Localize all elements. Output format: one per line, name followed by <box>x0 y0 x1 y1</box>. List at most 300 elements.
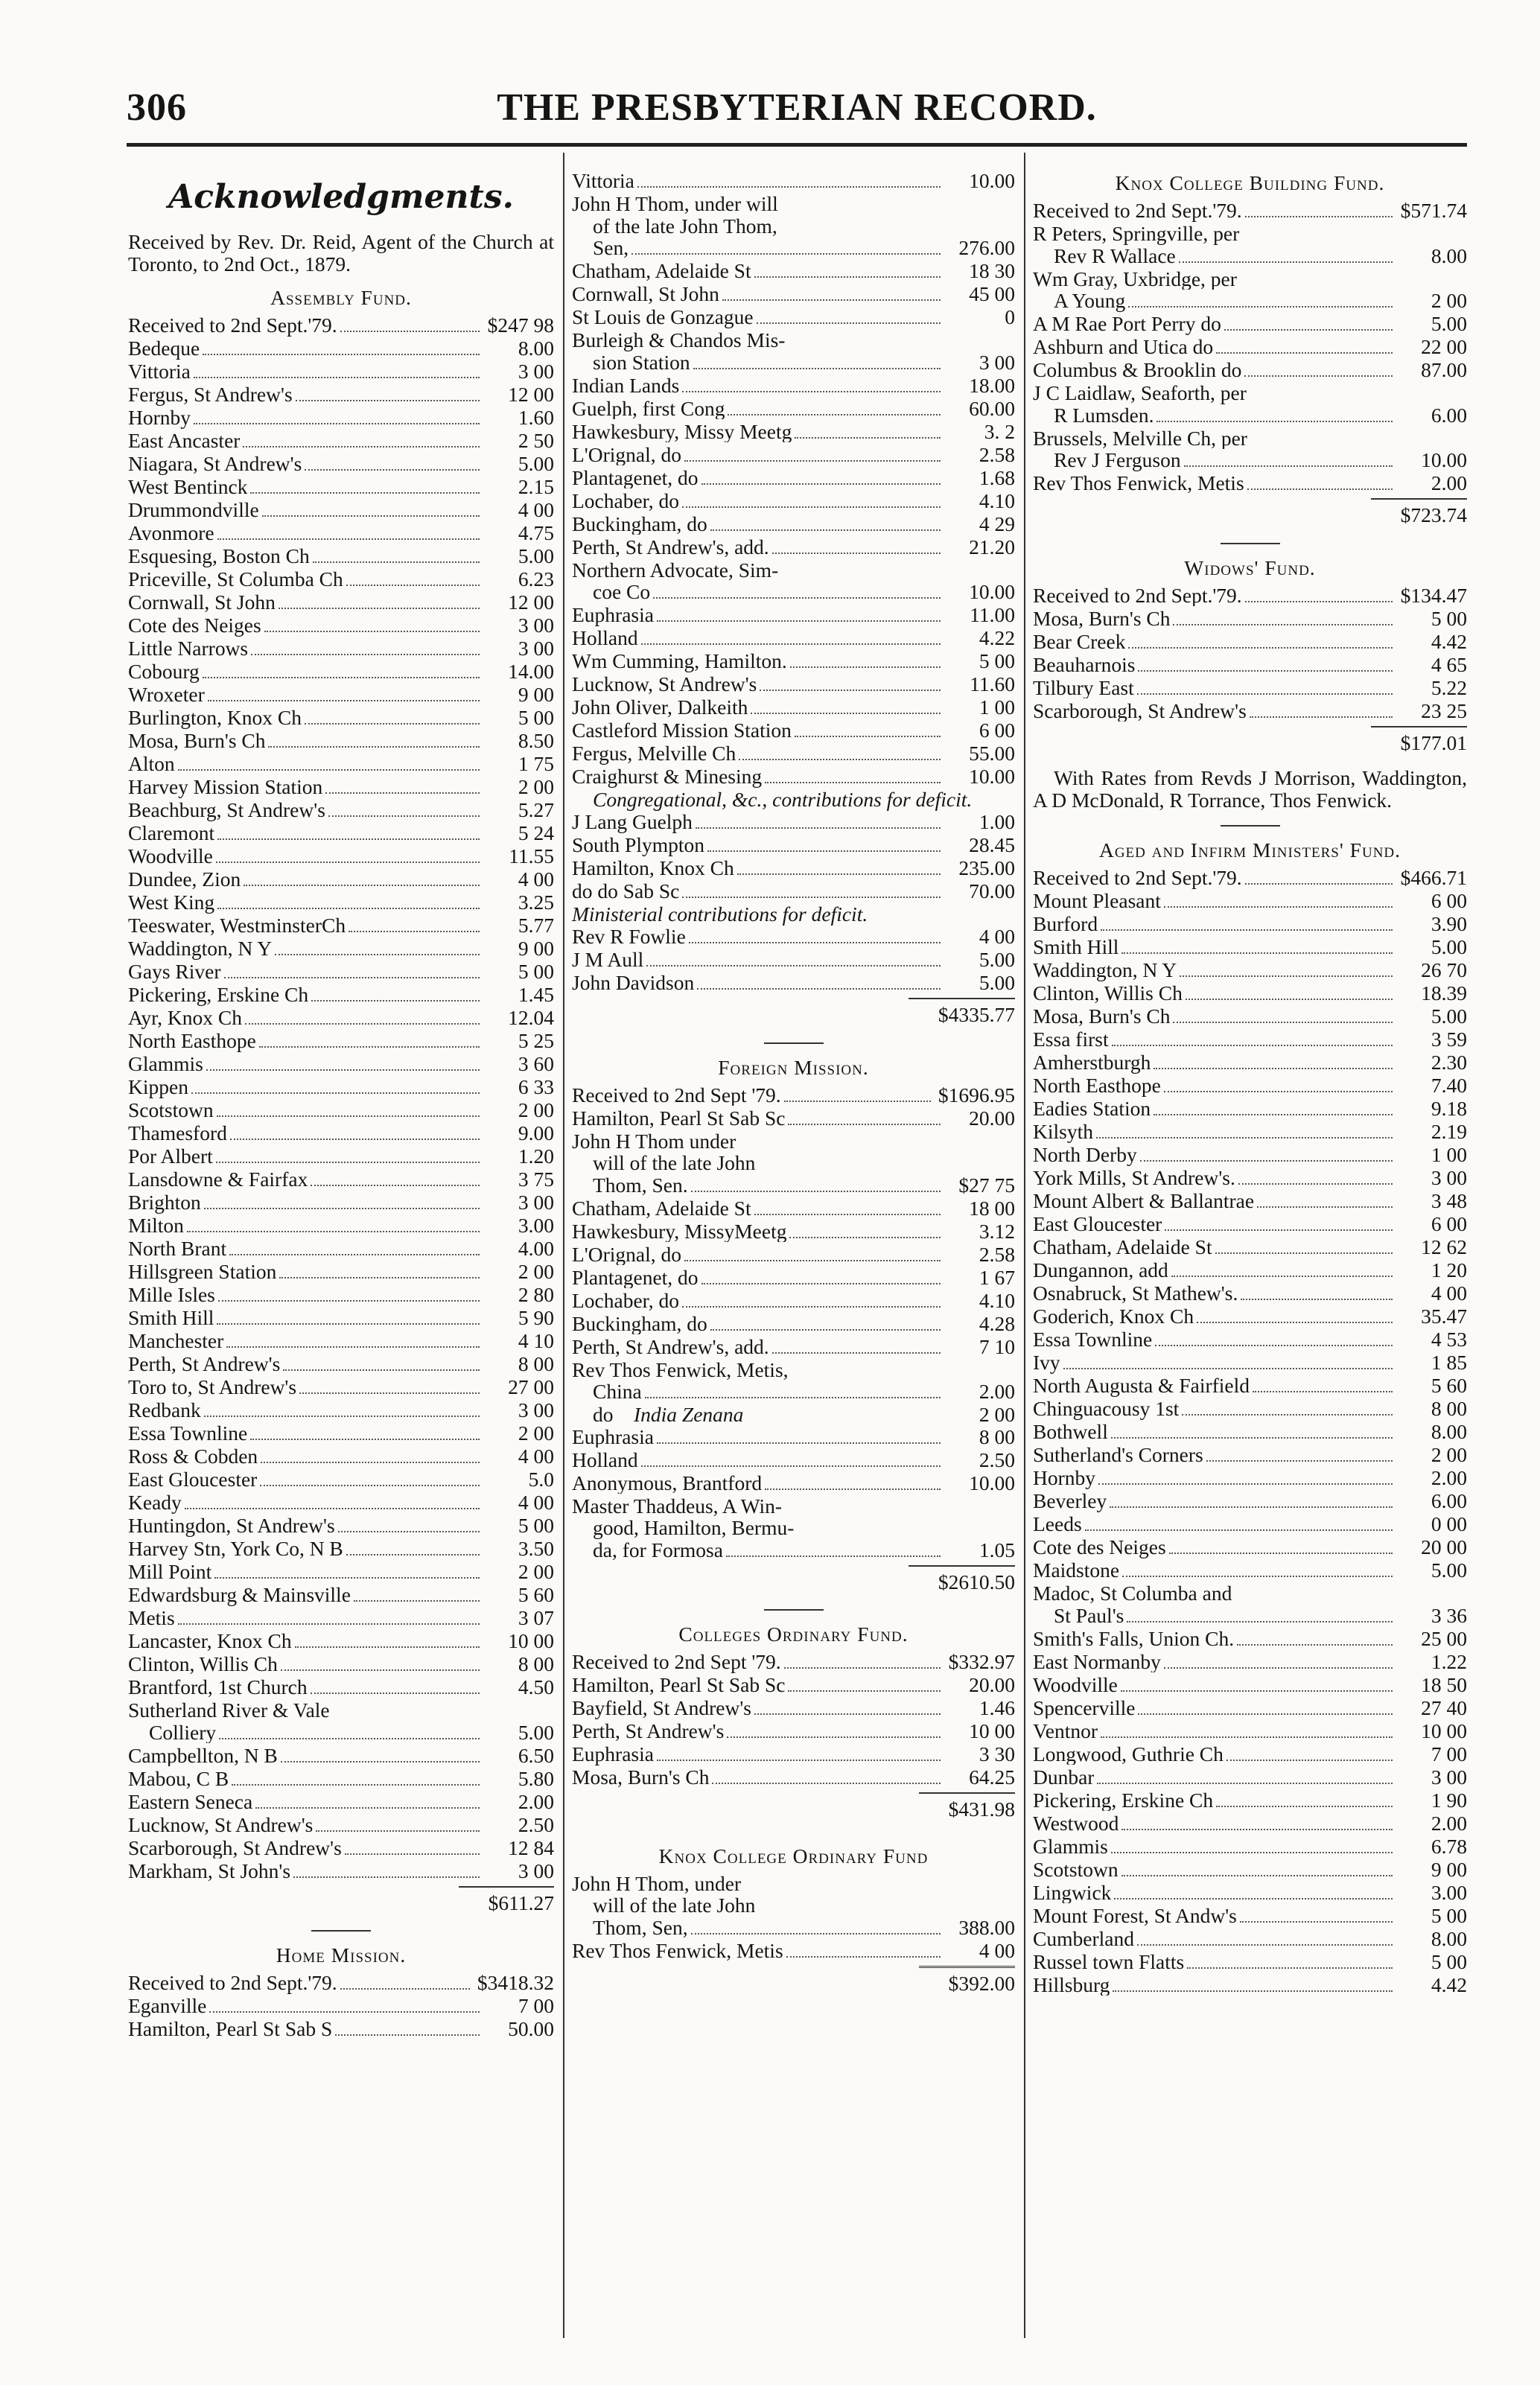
ledger-entry-name: Russel town Flatts <box>1033 1950 1185 1972</box>
ledger-entry-amount: 25 00 <box>1421 1627 1467 1650</box>
received-by-note: Received by Rev. Dr. Reid, Agent of the Church at Toronto, to 2nd Oct., 1879. <box>128 230 554 276</box>
ledger-row <box>128 845 554 868</box>
ledger-row <box>1033 449 1467 472</box>
ledger-row <box>128 1561 554 1584</box>
ledger-row <box>1033 200 1467 223</box>
ledger-row <box>128 1122 554 1145</box>
ledger-row <box>572 536 1015 559</box>
ledger-entry-name: Mabou, C B <box>128 1767 229 1789</box>
ledger-row <box>128 476 554 499</box>
ledger-entry-amount: 22 00 <box>1421 336 1467 358</box>
leader-dots <box>1226 1760 1393 1761</box>
ledger-entry-name: Brighton <box>128 1191 201 1214</box>
ledger-row <box>1033 1720 1467 1743</box>
leader-dots <box>279 608 480 609</box>
leader-dots <box>335 2034 480 2036</box>
ledger-entry-amount: 4.42 <box>1431 1973 1467 1996</box>
ledger-entry-amount: 5.00 <box>1431 313 1467 335</box>
ledger-entry-amount: 388.00 <box>958 1916 1015 1939</box>
leader-dots <box>701 483 941 485</box>
leader-dots <box>1127 1621 1393 1623</box>
ledger-row <box>1033 1144 1467 1167</box>
ledger-row <box>1033 1467 1467 1490</box>
ledger-row <box>128 337 554 360</box>
ko-thom-line-3 <box>572 1917 1015 1940</box>
ledger-entry-amount: 3. 2 <box>984 420 1015 443</box>
ledger-entry-amount: 5.00 <box>1431 1005 1467 1028</box>
ledger-row <box>1033 1190 1467 1213</box>
ledger-entry-name: Glammis <box>1033 1835 1108 1857</box>
ledger-entry-name: Lancaster, Knox Ch <box>128 1630 292 1652</box>
ledger-row <box>128 1399 554 1422</box>
ko-thom-line-1: John H Thom, under <box>572 1872 742 1894</box>
ledger-entry-amount: 1.45 <box>518 984 554 1006</box>
leader-dots <box>259 1046 480 1048</box>
ledger-entry-name: Received to 2nd Sept.'79. <box>1033 200 1242 222</box>
ledger-entry-name: Rev Thos Fenwick, Metis <box>572 1939 783 1961</box>
ledger-row <box>1033 1098 1467 1121</box>
northern-cont <box>572 581 1015 604</box>
leader-dots <box>641 643 941 645</box>
ledger-entry-name: North Augusta & Fairfield <box>1033 1375 1250 1397</box>
ledger-entry-amount: 6.00 <box>1431 404 1467 427</box>
leader-dots <box>217 908 480 909</box>
leader-dots <box>345 1853 480 1855</box>
ledger-entry-name: Perth, St Andrew's, add. <box>572 535 769 558</box>
ledger-entry-amount: 50.00 <box>508 2018 554 2040</box>
ledger-entry-amount: $247 98 <box>487 314 554 337</box>
ledger-entry-amount: 2.00 <box>1431 472 1467 494</box>
ledger-row <box>572 1290 1015 1313</box>
ledger-entry-name: Sen, <box>593 237 629 259</box>
ledger-entry-amount: 1.46 <box>979 1697 1015 1719</box>
ledger-entry-amount: 5.22 <box>1431 676 1467 699</box>
ledger-entry-name: North Easthope <box>128 1030 256 1052</box>
ledger-row <box>1033 677 1467 700</box>
ledger-entry-amount: 20 00 <box>1421 1536 1467 1558</box>
ledger-entry-name: Dundee, Zion <box>128 868 241 891</box>
ledger-row <box>128 1030 554 1053</box>
ledger-row <box>572 1766 1015 1789</box>
master-line-3 <box>572 1539 1015 1562</box>
ledger-entry-amount: 276.00 <box>958 237 1015 259</box>
ledger-row <box>128 499 554 522</box>
ledger-entry-amount: 9 00 <box>1431 1858 1467 1881</box>
ledger-entry-amount: 4 00 <box>518 1491 554 1514</box>
ledger-entry-name: Toro to, St Andrew's <box>128 1376 297 1398</box>
ledger-entry-name: Vittoria <box>572 170 634 192</box>
ledger-entry-amount: 1.20 <box>518 1145 554 1168</box>
running-head <box>127 86 1467 138</box>
knox-building-list <box>1033 200 1467 223</box>
ledger-entry-amount: 12 84 <box>508 1836 554 1859</box>
ledger-row <box>572 1174 1015 1197</box>
ledger-entry-name: Castleford Mission Station <box>572 719 792 742</box>
ledger-row <box>1033 245 1467 268</box>
ledger-entry-name: Amherstburgh <box>1033 1051 1151 1074</box>
aged-fund-list <box>1033 867 1467 1582</box>
ledger-entry-amount: 21.20 <box>969 535 1015 558</box>
leader-dots <box>689 942 941 943</box>
ledger-row <box>128 1584 554 1607</box>
ledger-row <box>128 1053 554 1076</box>
leader-dots <box>691 1933 941 1935</box>
leader-dots <box>1244 375 1393 377</box>
ledger-entry-name: Smith Hill <box>128 1307 214 1329</box>
ledger-row <box>1033 608 1467 631</box>
leader-dots <box>1250 716 1393 718</box>
aged-fund-heading: Aged and Infirm Ministers' Fund. <box>1098 838 1401 862</box>
fm-thom-line-1: John H Thom under <box>572 1130 736 1152</box>
ledger-entry-name: Scarborough, St Andrew's <box>1033 699 1247 722</box>
ledger-entry-name: Cote des Neiges <box>128 614 261 637</box>
ledger-entry-amount: 5 60 <box>518 1584 554 1606</box>
ledger-row <box>1033 1351 1467 1375</box>
ledger-entry-amount: 5 00 <box>518 1515 554 1537</box>
leader-dots <box>682 391 941 392</box>
ledger-entry-amount: 3 00 <box>518 637 554 660</box>
leader-dots <box>185 1508 480 1509</box>
ledger-row <box>572 306 1015 329</box>
leader-dots <box>1154 1114 1393 1115</box>
ledger-entry-name: R Lumsden. <box>1054 404 1154 426</box>
assembly-fund-heading: Assembly Fund. <box>270 286 412 309</box>
ledger-entry-amount: 10.00 <box>969 170 1015 192</box>
leader-dots <box>641 1465 941 1467</box>
leader-dots <box>1216 352 1393 354</box>
ledger-entry-name: Harvey Stn, York Co, N B <box>128 1538 343 1560</box>
ledger-entry-amount: 3 00 <box>979 351 1015 374</box>
ledger-entry-amount: 5.77 <box>518 914 554 937</box>
ledger-entry-name: Woodville <box>128 845 213 867</box>
ledger-row <box>1033 1951 1467 1974</box>
ledger-row <box>572 742 1015 765</box>
ledger-entry-name: Maidstone <box>1033 1559 1120 1582</box>
ledger-entry-amount: 2.00 <box>1431 1812 1467 1835</box>
leader-dots <box>657 620 941 622</box>
ledger-entry-amount: 10.00 <box>969 765 1015 788</box>
ledger-entry-name: Chinguacousy 1st <box>1033 1398 1180 1420</box>
ledger-row <box>128 1653 554 1676</box>
ledger-entry-name: da, for Formosa <box>593 1538 723 1561</box>
ledger-entry-amount: 3.90 <box>1431 913 1467 935</box>
ledger-entry-name: Rev R Wallace <box>1054 244 1176 267</box>
leader-dots <box>1224 329 1393 331</box>
ledger-entry-name: Spencerville <box>1033 1696 1136 1719</box>
ledger-row <box>128 984 554 1007</box>
ledger-row <box>1033 1398 1467 1421</box>
ledger-entry-amount: 6 00 <box>1431 1213 1467 1235</box>
leader-dots <box>1216 1806 1393 1807</box>
leader-dots <box>1184 465 1393 467</box>
leader-dots <box>784 1667 941 1669</box>
ledger-entry-name: Manchester <box>128 1330 224 1352</box>
ledger-entry-name: Ayr, Knox Ch <box>128 1007 242 1029</box>
ledger-row <box>128 1307 554 1330</box>
leader-dots <box>311 1693 480 1694</box>
knox-building-list-2 <box>1033 313 1467 382</box>
ledger-entry-amount: 18 50 <box>1421 1673 1467 1696</box>
ledger-row <box>572 811 1015 834</box>
ledger-entry-name: Ivy <box>1033 1351 1060 1374</box>
ledger-entry-amount: 35.47 <box>1421 1305 1467 1328</box>
section-divider <box>1221 825 1280 827</box>
ledger-entry-name: Gays River <box>128 961 221 983</box>
ledger-entry-amount: 5 24 <box>518 822 554 844</box>
ledger-entry-name: Euphrasia <box>572 1425 654 1448</box>
colleges-fund-total: $431.98 <box>572 1792 1015 1824</box>
ledger-entry-name: East Gloucester <box>128 1468 258 1491</box>
foreign-mission-heading: Foreign Mission. <box>718 1055 869 1079</box>
leader-dots <box>653 597 941 599</box>
leader-dots <box>1164 1667 1393 1669</box>
ledger-entry-name: Chatham, Adelaide St <box>1033 1236 1212 1258</box>
ledger-entry-amount: 8.00 <box>518 337 554 360</box>
ledger-entry-amount: 11.60 <box>970 673 1015 695</box>
ledger-entry-amount: 6 00 <box>979 719 1015 742</box>
leader-dots <box>262 515 480 517</box>
ledger-row <box>572 1940 1015 1963</box>
column-rule-2 <box>1024 153 1025 2338</box>
leader-dots <box>1245 883 1393 885</box>
ledger-entry-amount: 2 00 <box>518 1422 554 1445</box>
ledger-entry-amount: 20.00 <box>969 1674 1015 1696</box>
ledger-row <box>572 834 1015 857</box>
leader-dots <box>1237 1644 1393 1646</box>
ledger-entry-amount: 1.22 <box>1431 1650 1467 1673</box>
leader-dots <box>772 553 941 554</box>
leader-dots <box>739 759 941 760</box>
ledger-entry-amount: 1 67 <box>979 1266 1015 1289</box>
ledger-entry-name: North Easthope <box>1033 1074 1161 1097</box>
ledger-entry-name: Metis <box>128 1607 175 1629</box>
ledger-entry-name: Mount Albert & Ballantrae <box>1033 1190 1255 1212</box>
ledger-entry-name: Smith's Falls, Union Ch. <box>1033 1627 1235 1649</box>
ledger-row <box>128 1076 554 1099</box>
leader-dots <box>245 1023 480 1025</box>
ledger-entry-name: Mille Isles <box>128 1284 215 1306</box>
ledger-row <box>1033 1697 1467 1720</box>
ledger-entry-amount: 7 10 <box>979 1335 1015 1358</box>
leader-dots <box>218 1300 480 1302</box>
ledger-entry-amount: 3 00 <box>518 1191 554 1214</box>
ledger-entry-amount: 2 00 <box>518 1099 554 1121</box>
ledger-entry-amount: 4 00 <box>979 926 1015 948</box>
ledger-entry-amount: $571.74 <box>1400 200 1467 222</box>
ledger-entry-amount: 5 00 <box>1431 607 1467 630</box>
ledger-entry-amount: 55.00 <box>969 742 1015 765</box>
ledger-row <box>128 1491 554 1515</box>
ledger-row <box>572 237 1015 260</box>
leader-dots <box>1140 1160 1393 1162</box>
ledger-entry-amount: 20.00 <box>969 1106 1015 1130</box>
laidlaw-line: J C Laidlaw, Seaforth, per <box>1033 382 1247 404</box>
leader-dots <box>349 931 480 932</box>
ledger-entry-amount: 8 00 <box>518 1353 554 1375</box>
ledger-row <box>128 1814 554 1837</box>
ledger-row <box>572 857 1015 880</box>
ledger-entry-name: Sutherland's Corners <box>1033 1444 1203 1466</box>
ledger-row <box>1033 1835 1467 1859</box>
ledger-entry-amount: 2.15 <box>518 476 554 498</box>
ledger-entry-name: sion Station <box>593 351 690 373</box>
ledger-entry-name: St Paul's <box>1054 1604 1124 1626</box>
ledger-entry-name: Bear Creek <box>1033 630 1126 652</box>
ledger-row <box>572 1651 1015 1674</box>
ledger-row <box>572 972 1015 995</box>
leader-dots <box>206 1069 480 1071</box>
ledger-row <box>1033 982 1467 1005</box>
leader-dots <box>710 529 941 531</box>
leader-dots <box>311 1000 480 1002</box>
ledger-row <box>1033 631 1467 654</box>
leader-dots <box>338 1531 480 1532</box>
madoc-cont <box>1033 1605 1467 1628</box>
ledger-row <box>572 719 1015 742</box>
home-mission-list <box>128 1972 554 2041</box>
ledger-entry-amount: 5 00 <box>979 650 1015 672</box>
leader-dots <box>1063 1368 1393 1369</box>
leader-dots <box>696 827 941 829</box>
ledger-entry-amount: 2 00 <box>1431 290 1467 312</box>
ledger-entry-amount: 5 00 <box>518 707 554 729</box>
ledger-row <box>1033 359 1467 382</box>
ledger-entry-name: Teeswater, WestminsterCh <box>128 914 346 937</box>
leader-dots <box>1121 952 1393 954</box>
home-mission-list-cont-c <box>572 375 1015 559</box>
ledger-row <box>1033 1074 1467 1098</box>
leader-dots <box>305 723 480 725</box>
ledger-entry-name: Thamesford <box>128 1122 227 1144</box>
ledger-entry-name: Avonmore <box>128 522 214 544</box>
leader-dots <box>1245 601 1393 602</box>
ledger-entry-name: Longwood, Guthrie Ch <box>1033 1742 1224 1765</box>
ledger-entry-amount: 5 25 <box>518 1030 554 1052</box>
ledger-entry-name: Markham, St John's <box>128 1859 291 1882</box>
ledger-entry-name: Received to 2nd Sept.'79. <box>1033 867 1242 889</box>
ledger-entry-name: Pickering, Erskine Ch <box>1033 1789 1214 1811</box>
ledger-entry-name: L'Orignal, do <box>572 1243 682 1265</box>
ledger-entry-name: East Gloucester <box>1033 1213 1162 1235</box>
ledger-row <box>1033 1766 1467 1789</box>
leader-dots <box>217 1115 480 1117</box>
leader-dots <box>1179 261 1393 263</box>
ledger-row <box>572 421 1015 444</box>
ledger-entry-name: Mosa, Burn's Ch <box>128 730 266 752</box>
ledger-row <box>128 1168 554 1191</box>
peters-line: R Peters, Springville, per <box>1033 223 1240 245</box>
ledger-row <box>128 914 554 937</box>
ledger-row <box>128 730 554 753</box>
ledger-row <box>1033 290 1467 313</box>
ledger-row <box>1033 1236 1467 1259</box>
ledger-entry-amount: 8.00 <box>1431 1927 1467 1950</box>
ledger-entry-name: Hamilton, Pearl St Sab Sc <box>572 1106 786 1129</box>
ledger-entry-amount: 87.00 <box>1421 359 1467 381</box>
ledger-entry-amount: 4.10 <box>979 1289 1015 1312</box>
ledger-row <box>572 444 1015 467</box>
ledger-entry-amount: 8 00 <box>979 1425 1015 1448</box>
leader-dots <box>214 1577 480 1579</box>
leader-dots <box>340 1988 470 1990</box>
ledger-entry-name: Columbus & Brooklin do <box>1033 359 1242 381</box>
home-mission-heading: Home Mission. <box>276 1943 407 1967</box>
leader-dots <box>1128 647 1393 649</box>
foreign-mission-total: $2610.50 <box>572 1565 1015 1596</box>
ledger-entry-name: J M Aull <box>572 949 644 971</box>
leader-dots <box>346 1554 480 1555</box>
leader-dots <box>1182 1414 1393 1416</box>
leader-dots <box>203 677 480 678</box>
ledger-entry-amount: 5.0 <box>528 1468 554 1491</box>
ledger-row <box>572 1381 1015 1404</box>
ledger-entry-name: Mosa, Burn's Ch <box>1033 607 1171 629</box>
leader-dots <box>684 1260 941 1261</box>
ledger-row <box>128 1995 554 2018</box>
ledger-row <box>1033 1743 1467 1766</box>
section-divider <box>311 1930 371 1932</box>
leader-dots <box>754 1214 941 1215</box>
leader-dots <box>712 1783 941 1784</box>
ledger-row <box>1033 913 1467 936</box>
ledger-row <box>128 1191 554 1214</box>
ledger-row <box>572 1426 1015 1449</box>
ledger-entry-amount: 7 00 <box>518 1995 554 2017</box>
ko-thom-line-2: will of the late John <box>593 1894 756 1917</box>
ledger-entry-name: Kilsyth <box>1033 1121 1093 1143</box>
ledger-row <box>572 765 1015 789</box>
ledger-row <box>128 1538 554 1561</box>
leader-dots <box>760 690 941 691</box>
leader-dots <box>682 506 941 508</box>
leader-dots <box>1128 306 1393 308</box>
leader-dots <box>255 1807 480 1809</box>
fenwick-cont <box>572 1381 1015 1404</box>
ledger-entry-amount: 2 00 <box>518 1261 554 1283</box>
ledger-row <box>572 949 1015 972</box>
ledger-entry-amount: 27 00 <box>508 1376 554 1398</box>
home-mission-list-cont-d <box>572 604 1015 789</box>
page-number: 306 <box>127 86 187 129</box>
ledger-entry-amount: 7.40 <box>1431 1074 1467 1097</box>
ledger-entry-name: Tilbury East <box>1033 676 1134 698</box>
leader-dots <box>795 437 941 439</box>
leader-dots <box>261 1462 480 1463</box>
ledger-entry-amount: 3 30 <box>979 1743 1015 1765</box>
assembly-fund-list-2 <box>128 1745 554 1883</box>
leader-dots <box>224 977 480 978</box>
ledger-entry-name: Plantagenet, do <box>572 1266 699 1288</box>
ledger-entry-amount: 0 <box>1005 306 1015 328</box>
ledger-row <box>128 753 554 776</box>
column-1 <box>128 170 554 2041</box>
ledger-row <box>572 1197 1015 1220</box>
home-mission-total: $4335.77 <box>572 998 1015 1029</box>
ledger-entry-amount: 4.50 <box>518 1676 554 1698</box>
ledger-entry-name: Holland <box>572 627 638 649</box>
leader-dots <box>194 423 480 424</box>
leader-dots <box>305 469 480 471</box>
ledger-row <box>128 1422 554 1445</box>
ledger-entry-amount: 12 62 <box>1421 1236 1467 1258</box>
ledger-entry-name: Dungannon, add <box>1033 1259 1168 1281</box>
ledger-row <box>128 1972 554 1995</box>
ledger-row <box>572 1917 1015 1940</box>
leader-dots <box>657 1760 941 1761</box>
leader-dots <box>313 561 480 563</box>
ledger-entry-amount: 1 00 <box>1431 1144 1467 1166</box>
ledger-entry-amount: 12 00 <box>508 591 554 614</box>
